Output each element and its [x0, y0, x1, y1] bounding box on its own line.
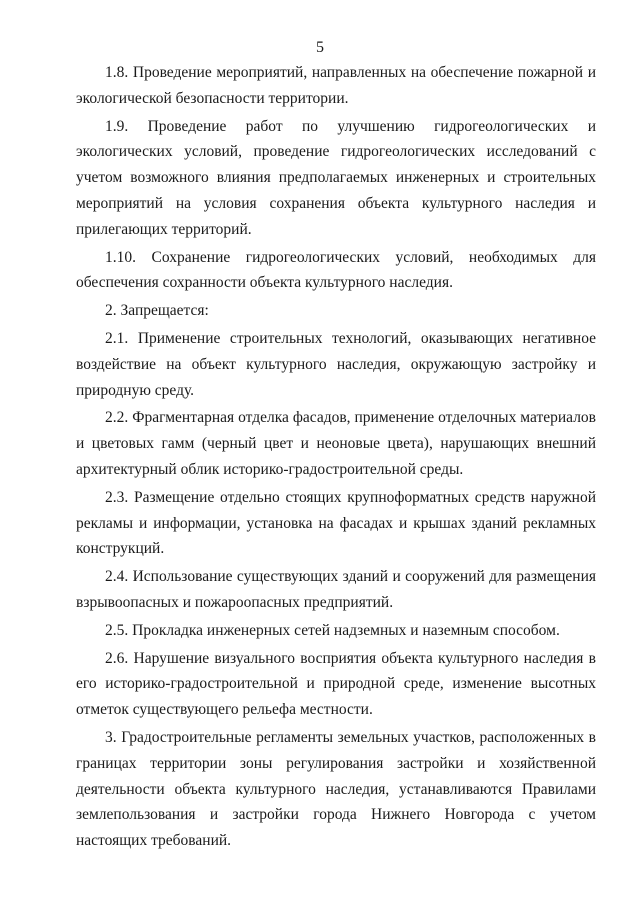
paragraph-1-8 — [76, 60, 596, 112]
paragraph-text: Размещение отдельно стоящих крупноформатных средств наружной рекламы и информации, установка на фасадах и крышах зданий рекламных конструкций. — [76, 488, 596, 558]
paragraph-2-1 — [76, 326, 596, 403]
paragraph-1-10 — [76, 245, 596, 297]
paragraph-2-3 — [76, 485, 596, 562]
paragraph-text: Сохранение гидрогеологических условий, необходимых для обеспечения сохранности объекта культурного наследия. — [76, 248, 597, 292]
paragraph-number: 3. — [105, 728, 117, 746]
paragraph-text: Фрагментарная отделка фасадов, применение отделочных материалов и цветовых гамм (черный цвет и неоновые цвета), нарушающих внешний архитектурный облик историко-градостроительной среды. — [76, 409, 597, 478]
paragraph-text: Применение строительных технологий, оказывающих негативное воздействие на объект культурного наследия, окружающую застройку и природную среду. — [76, 329, 597, 399]
paragraph-number: 2. — [105, 302, 117, 320]
paragraph-text: Прокладка инженерных сетей надземных и наземным способом. — [132, 621, 560, 639]
paragraph-text: Использование существующих зданий и сооружений для размещения взрывоопасных и пожароопасных предприятий. — [76, 568, 596, 611]
paragraph-2 — [76, 298, 596, 324]
paragraph-number: 2.6. — [105, 649, 129, 667]
document-body — [76, 60, 596, 854]
paragraph-number: 1.9. — [105, 117, 129, 135]
page-number: 5 — [316, 39, 324, 56]
paragraph-2-6 — [76, 646, 596, 723]
paragraph-text: Градостроительные регламенты земельных участков, расположенных в границах территории зоны регулирования застройки и хозяйственной деятельности объекта культурного наследия, устанавливаются Правилами землепользования и застройки города Нижнего Новгорода с учетом настоящих требований. — [76, 728, 596, 850]
paragraph-3 — [76, 725, 596, 854]
paragraph-2-2 — [76, 405, 596, 482]
paragraph-number: 2.3. — [105, 488, 129, 506]
paragraph-number: 1.8. — [105, 64, 129, 81]
paragraph-2-5 — [76, 618, 596, 644]
paragraph-2-4 — [76, 564, 596, 616]
paragraph-number: 2.5. — [105, 621, 129, 639]
paragraph-text: Проведение мероприятий, направленных на обеспечение пожарной и экологической безопасности территории. — [76, 64, 596, 107]
paragraph-text: Нарушение визуального восприятия объекта культурного наследия в его историко-градостроительной и природной среде, изменение высотных отметок существующего рельефа местности. — [76, 649, 596, 719]
paragraph-text: Проведение работ по улучшению гидрогеологических и экологических условий, проведение гидрогеологических исследований с учетом возможного влияния предполагаемых инженерных и строительных мероприятий на условия сохранения объекта культурного наследия и прилегающих территорий. — [76, 117, 596, 238]
paragraph-1-9 — [76, 114, 596, 243]
paragraph-number: 2.1. — [105, 329, 129, 347]
paragraph-number: 2.2. — [105, 409, 129, 427]
paragraph-number: 1.10. — [105, 248, 136, 266]
paragraph-number: 2.4. — [105, 568, 129, 586]
paragraph-text: Запрещается: — [120, 302, 209, 320]
